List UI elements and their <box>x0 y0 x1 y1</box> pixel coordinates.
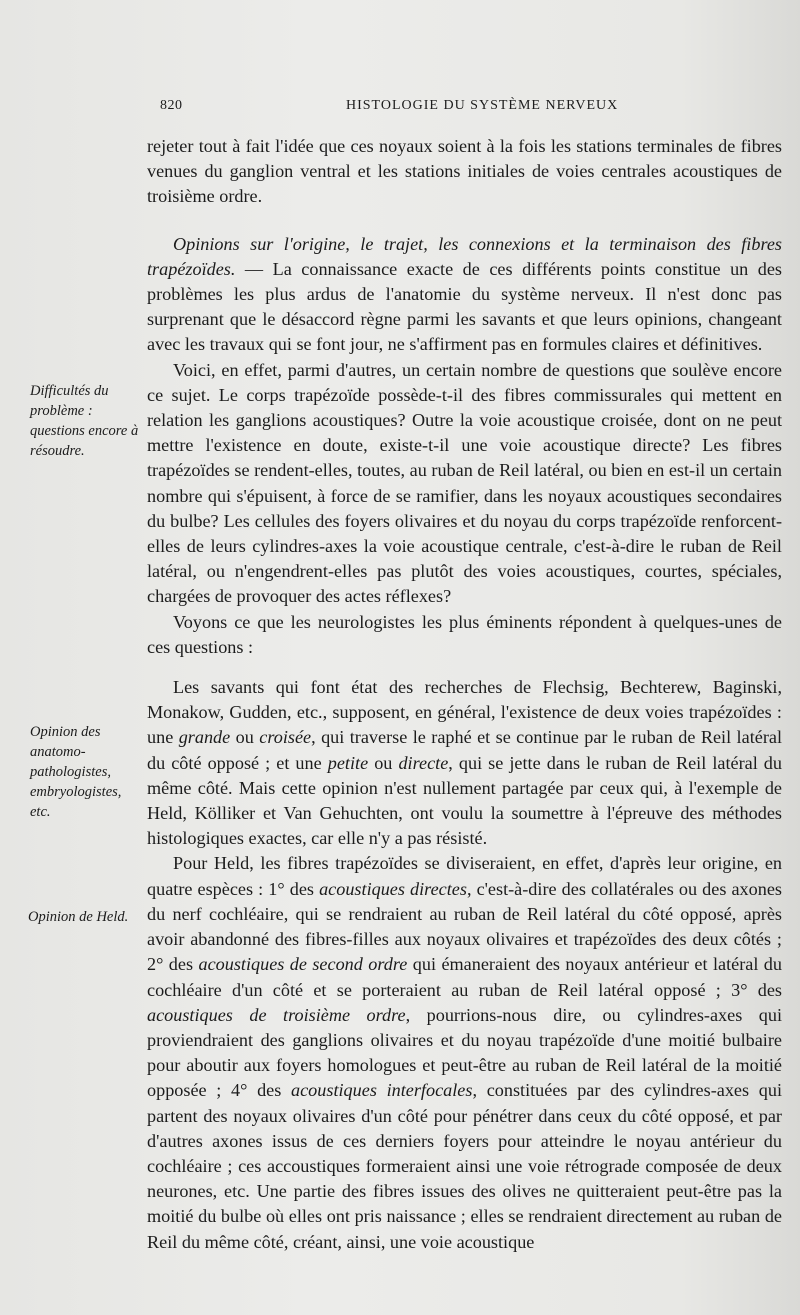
paragraph-opinions <box>147 232 782 358</box>
italic-term: directe <box>398 752 449 773</box>
text-run: , c'est-à-dire des collatérales ou des axones du nerf cochléaire, qui se rendraient au ruban de Reil latéral du côté opposé, après avoir abandonné des fibres-filles aux noyaux olivaires et trapézoïdes des deux côtés ; 2° des <box>147 878 782 975</box>
text-run: , qui se jette dans le ruban de Reil latéral du même côté. Mais cette opinion n'est nullement partagée par ceux qui, à l'exemple de Held, Kölliker et Van Gehuchten, ont voulu la soumettre à l'épreuve des méthodes histologiques exactes, car elle n'y a pas résisté. <box>147 752 782 849</box>
text-run: , qui traverse le raphé et se continue par le ruban de Reil latéral du côté opposé ; et une <box>147 727 782 773</box>
page-number: 820 <box>160 98 183 113</box>
paragraph-held <box>147 851 782 1254</box>
text-run: qui émaneraient des noyaux antérieur et latéral du cochléaire d'un côté et se porteraient au ruban de Reil latéral opposé ; 3° des <box>147 954 782 1000</box>
text-run: ou <box>368 752 399 773</box>
text-run: ou <box>230 727 260 748</box>
italic-term: acoustiques interfocales <box>291 1080 473 1101</box>
running-title: HISTOLOGIE DU SYSTÈME NERVEUX <box>346 98 619 113</box>
italic-term: grande <box>178 727 231 748</box>
body-text <box>147 134 782 1255</box>
text-run: , pourrions-nous dire, ou cylindres-axes qui proviendraient des ganglions olivaires et du noyau trapézoïde d'une moitié bulbaire pour aboutir aux foyers homologues et peut-être au ruban de Reil latéral de la moitié opposée ; 4° des <box>147 1004 783 1101</box>
margin-note-difficulties: Difficultés du problème : questions encore à résoudre. <box>30 383 139 459</box>
paragraph-questions: Voici, en effet, parmi d'autres, un certain nombre de questions que soulève encore ce sujet. Le corps trapézoïde possède-t-il des fibres commissurales qui mettent en relation les ganglions acoustiques? Outre la voie acoustique croisée, dont on ne peut mettre l'existence en doute, existe-t-il une voie acoustique directe? Les fibres trapézoïdes se rendent-elles, toutes, au ruban de Reil latéral, ou bien en est-il un certain nombre qui s'épuisent, à force de se ramifier, dans les noyaux acoustiques secondaires du bulbe? Les cellules des foyers olivaires et du noyau du corps trapézoïde renforcent-elles de leurs cylindres-axes la voie acoustique centrale, c'est-à-dire le ruban de Reil latéral, ou n'engendrent-elles pas plutôt des voies acoustiques, courtes, spéciales, chargées de provoquer des actes réflexes? <box>147 359 782 607</box>
paragraph-voyons: Voyons ce que les neurologistes les plus éminents répondent à quelques-unes de ces questions : <box>147 611 782 657</box>
italic-term: petite <box>327 752 369 773</box>
text-run: , constituées par des cylindres-axes qui partent des noyaux olivaires d'un côté pour pénétrer dans ceux du côté opposé, et par d'autres axones issus de ces derniers foyers pour atteindre le noyau antérieur du cochléaire ; ces accoustiques formeraient ainsi une voie rétrograde composée de deux neurones, etc. Une partie des fibres issues des olives ne quitteraient peut-être pas la moitié du bulbe où elles ont pris naissance ; elles se rendraient directement au ruban de Reil du même côté, créant, ainsi, une voie acoustique <box>147 1080 782 1252</box>
paragraph-intro: rejeter tout à fait l'idée que ces noyaux soient à la fois les stations terminales de fibres venues du ganglion ventral et les stations initiales de voies centrales acoustiques de troisième ordre. <box>147 136 782 207</box>
italic-term: acoustiques directes <box>319 878 467 899</box>
text-run: Les savants qui font état des recherches de Flechsig, Bechterew, Baginski, Monakow, Gudden, etc., supposent, en général, l'existence de deux voies trapézoïdes : une <box>147 677 782 748</box>
italic-term: croisée <box>259 727 312 748</box>
margin-note-anatomo-pathologists: Opinion des anatomo-pathologistes, embryologistes, etc. <box>30 724 122 820</box>
text-run: Pour Held, les fibres trapézoïdes se diviseraient, en effet, d'après leur origine, en quatre espèces : 1° des <box>147 853 782 899</box>
section-heading: Opinions sur l'origine, le trajet, les connexions et la terminaison des fibres trapézoïdes. <box>147 233 782 279</box>
italic-term: acoustiques de second ordre <box>198 954 408 975</box>
italic-term: acoustiques de troisième ordre <box>147 1004 406 1025</box>
paragraph-text: — La connaissance exacte de ces différents points constitue un des problèmes les plus ardus de l'anatomie du système nerveux. Il n'est donc pas surprenant que le désaccord règne parmi les savants et que leurs opinions, changeant avec les travaux qui se font jour, ne s'affirment pas en formules claires et définitives. <box>147 258 782 355</box>
margin-note-held: Opinion de Held. <box>28 909 129 925</box>
paragraph-savants <box>147 675 782 851</box>
